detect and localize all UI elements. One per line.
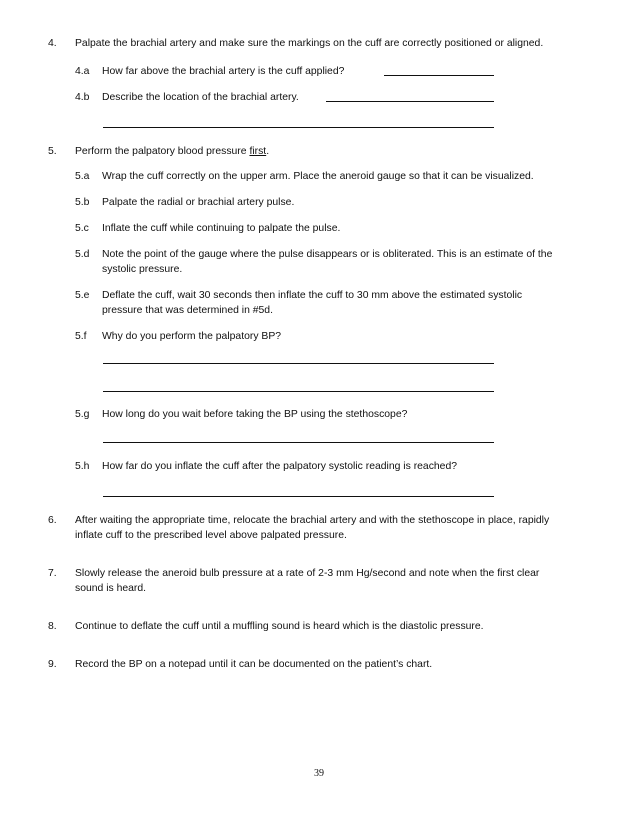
answer-blank-4b-line2[interactable]	[103, 127, 494, 128]
item-5g-number: 5.g	[75, 409, 90, 420]
item-4b-number: 4.b	[75, 92, 90, 103]
item-5d-text-line1: Note the point of the gauge where the pulse disappears or is obliterated. This is an estimate of the	[102, 249, 553, 260]
item-9-text: Record the BP on a notepad until it can be documented on the patient’s chart.	[75, 659, 433, 670]
item-4a-text: How far above the brachial artery is the cuff applied?	[102, 66, 345, 77]
item-5c-number: 5.c	[75, 223, 89, 234]
answer-blank-4a[interactable]	[384, 75, 494, 76]
answer-blank-4b[interactable]	[326, 101, 494, 102]
item-9-number: 9.	[48, 659, 57, 670]
item-5-emphasis: first	[249, 146, 267, 157]
item-5d-text-line2: systolic pressure.	[102, 264, 183, 275]
item-5e-text-line1: Deflate the cuff, wait 30 seconds then inflate the cuff to 30 mm above the estimated systolic	[102, 290, 523, 301]
item-8-number: 8.	[48, 621, 57, 632]
item-4-number: 4.	[48, 38, 57, 49]
item-5d-number: 5.d	[75, 249, 90, 260]
answer-blank-5h[interactable]	[103, 496, 494, 497]
item-5g-text: How long do you wait before taking the BP using the stethoscope?	[102, 409, 408, 420]
item-5f-number: 5.f	[75, 331, 87, 342]
item-7-text-line1: Slowly release the aneroid bulb pressure at a rate of 2-3 mm Hg/second and note when the first clear	[75, 568, 540, 579]
item-5-number: 5.	[48, 146, 57, 157]
item-7-text-line2: sound is heard.	[75, 583, 147, 594]
answer-blank-5f-line2[interactable]	[103, 391, 494, 392]
answer-blank-5g[interactable]	[103, 442, 494, 443]
item-5h-text: How far do you inflate the cuff after the palpatory systolic reading is reached?	[102, 461, 458, 472]
item-5f-text: Why do you perform the palpatory BP?	[102, 331, 282, 342]
item-4a-number: 4.a	[75, 66, 90, 77]
item-6-text-line1: After waiting the appropriate time, relocate the brachial artery and with the stethoscope in place, rapidly	[75, 515, 550, 526]
item-5e-text-line2: pressure that was determined in #5d.	[102, 305, 273, 316]
item-5a-number: 5.a	[75, 171, 90, 182]
item-6-text-line2: inflate cuff to the prescribed level above palpated pressure.	[75, 530, 347, 541]
item-6-number: 6.	[48, 515, 57, 526]
item-7-number: 7.	[48, 568, 57, 579]
item-5b-number: 5.b	[75, 197, 90, 208]
item-4-text: Palpate the brachial artery and make sure the markings on the cuff are correctly positioned or aligned.	[75, 38, 544, 49]
item-5-text: Perform the palpatory blood pressure first.	[75, 146, 270, 157]
item-4b-text: Describe the location of the brachial artery.	[102, 92, 299, 103]
item-5b-text: Palpate the radial or brachial artery pulse.	[102, 197, 295, 208]
item-5e-number: 5.e	[75, 290, 90, 301]
answer-blank-5f-line1[interactable]	[103, 363, 494, 364]
item-8-text: Continue to deflate the cuff until a muffling sound is heard which is the diastolic pressure.	[75, 621, 484, 632]
item-5a-text: Wrap the cuff correctly on the upper arm. Place the aneroid gauge so that it can be visualized.	[102, 171, 534, 182]
item-5h-number: 5.h	[75, 461, 90, 472]
page-number: 39	[314, 768, 324, 779]
item-5c-text: Inflate the cuff while continuing to palpate the pulse.	[102, 223, 341, 234]
